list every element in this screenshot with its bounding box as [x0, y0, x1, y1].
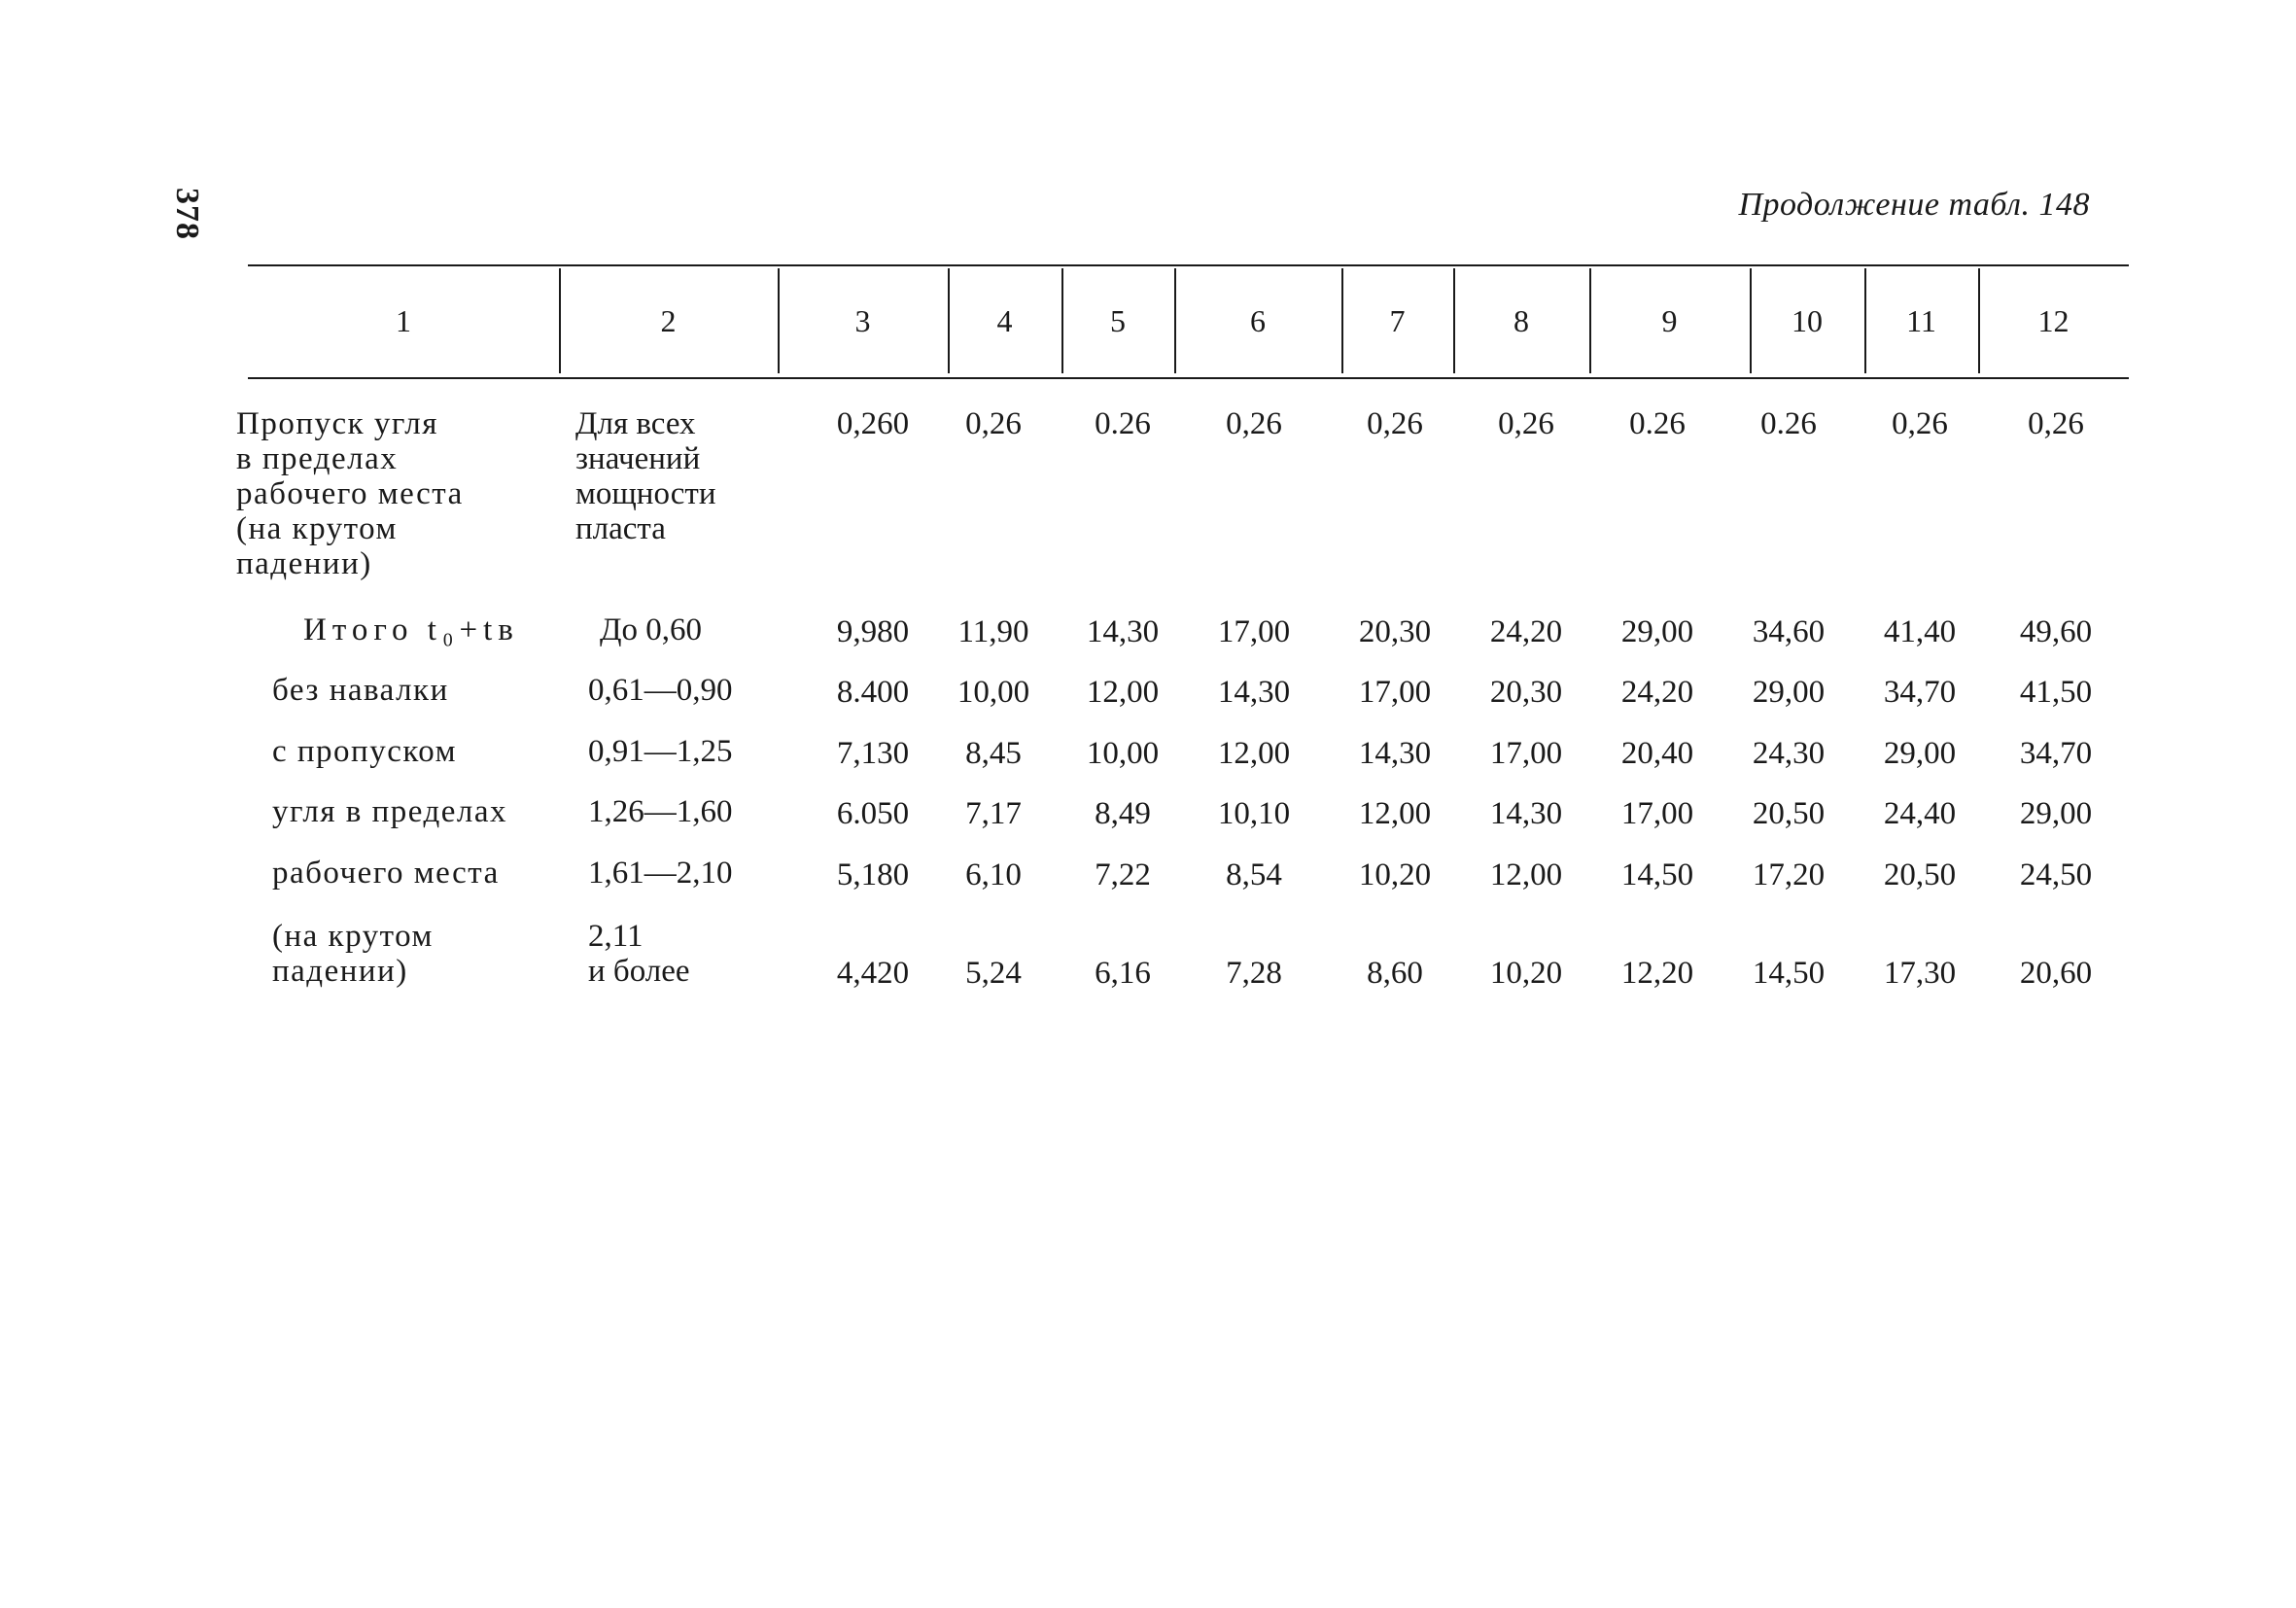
column-header-10: 10: [1792, 302, 1823, 338]
column-header-3: 3: [854, 302, 871, 338]
group-label-line: рабочего места: [272, 856, 500, 891]
value-cell: 7,130: [836, 736, 910, 771]
value-cell: 24,20: [1489, 614, 1563, 649]
value-cell: 34,60: [1752, 614, 1826, 649]
value-cell: 14,30: [1358, 736, 1432, 771]
table-header-rule: [248, 377, 2129, 379]
value-cell: 8,45: [965, 736, 1022, 771]
value-cell: 14,50: [1752, 956, 1826, 991]
value-cell: 8,49: [1095, 796, 1151, 831]
value-cell: 14,30: [1086, 614, 1160, 649]
column-divider: [1589, 268, 1591, 373]
value-cell: 0.26: [1095, 406, 1151, 441]
group-label-line: (на крутом падении): [272, 919, 434, 989]
value-cell: 12,00: [1217, 736, 1291, 771]
column-divider: [1174, 268, 1176, 373]
value-cell: 17,20: [1752, 857, 1826, 892]
value-cell: 29,00: [1752, 675, 1826, 710]
value-cell: 8,60: [1367, 956, 1423, 991]
value-cell: 10,00: [957, 675, 1030, 710]
value-cell: 6,10: [965, 857, 1022, 892]
column-divider: [1750, 268, 1752, 373]
value-cell: 0,26: [1498, 406, 1554, 441]
value-cell: 12,20: [1620, 956, 1694, 991]
value-cell: 17,00: [1620, 796, 1694, 831]
value-cell: 5,180: [836, 857, 910, 892]
value-cell: 12,00: [1086, 675, 1160, 710]
value-cell: 14,30: [1489, 796, 1563, 831]
column-header-1: 1: [396, 302, 411, 338]
value-cell: 0,26: [2028, 406, 2084, 441]
value-cell: 29,00: [2019, 796, 2093, 831]
value-cell: 12,00: [1489, 857, 1563, 892]
value-cell: 20,30: [1489, 675, 1563, 710]
value-cell: 20,50: [1883, 857, 1957, 892]
column-header-2: 2: [660, 302, 677, 338]
value-cell: 7,17: [965, 796, 1022, 831]
column-divider: [778, 268, 780, 373]
value-cell: 14,50: [1620, 857, 1694, 892]
value-cell: 9,980: [836, 614, 910, 649]
value-cell: 17,30: [1883, 956, 1957, 991]
row-label-coal-pass: Пропуск угля в пределах рабочего места (на крутом падении): [236, 406, 464, 581]
row-condition: 2,11 и более: [588, 919, 690, 989]
value-cell: 0,26: [1226, 406, 1282, 441]
table-caption: Продолжение табл. 148: [1738, 187, 2090, 223]
value-cell: 0,26: [965, 406, 1022, 441]
column-header-5: 5: [1110, 302, 1126, 338]
value-cell: 20,50: [1752, 796, 1826, 831]
value-cell: 11,90: [957, 614, 1029, 649]
page-number: 378: [169, 188, 205, 240]
value-cell: 0,26: [1892, 406, 1948, 441]
value-cell: 29,00: [1620, 614, 1694, 649]
value-cell: 12,00: [1358, 796, 1432, 831]
value-cell: 24,30: [1752, 736, 1826, 771]
group-label-line: угля в пределах: [272, 794, 508, 829]
value-cell: 24,20: [1620, 675, 1694, 710]
value-cell: 0.26: [1629, 406, 1686, 441]
row-condition: 1,61—2,10: [588, 856, 733, 891]
value-cell: 17,00: [1358, 675, 1432, 710]
value-cell: 20,30: [1358, 614, 1432, 649]
value-cell: 10,20: [1358, 857, 1432, 892]
column-divider: [1864, 268, 1866, 373]
value-cell: 34,70: [1883, 675, 1957, 710]
group-label-line: с пропуском: [272, 734, 457, 769]
value-cell: 41,40: [1883, 614, 1957, 649]
row-condition: 0,61—0,90: [588, 673, 733, 708]
value-cell: 34,70: [2019, 736, 2093, 771]
column-header-12: 12: [2037, 302, 2070, 338]
column-divider: [1341, 268, 1343, 373]
value-cell: 10,00: [1086, 736, 1160, 771]
column-divider: [1978, 268, 1980, 373]
row-condition-all-values: Для всех значений мощности пласта: [575, 406, 716, 546]
value-cell: 41,50: [2019, 675, 2093, 710]
value-cell: 20,60: [2019, 956, 2093, 991]
value-cell: 5,24: [965, 956, 1022, 991]
group-label-line: без навалки: [272, 673, 449, 708]
value-cell: 0,260: [836, 406, 910, 441]
column-header-6: 6: [1250, 302, 1266, 338]
value-cell: 8,54: [1226, 857, 1282, 892]
column-header-8: 8: [1513, 302, 1529, 338]
column-header-4: 4: [996, 302, 1013, 338]
value-cell: 4,420: [836, 956, 910, 991]
row-condition: До 0,60: [600, 612, 703, 647]
column-header-9: 9: [1661, 302, 1678, 338]
value-cell: 24,50: [2019, 857, 2093, 892]
row-condition: 0,91—1,25: [588, 734, 733, 769]
value-cell: 0,26: [1367, 406, 1423, 441]
value-cell: 8.400: [836, 675, 910, 710]
value-cell: 10,20: [1489, 956, 1563, 991]
column-divider: [559, 268, 561, 373]
column-divider: [948, 268, 950, 373]
column-header-11: 11: [1906, 302, 1936, 338]
column-divider: [1061, 268, 1063, 373]
value-cell: 0.26: [1760, 406, 1817, 441]
value-cell: 7,28: [1226, 956, 1282, 991]
value-cell: 20,40: [1620, 736, 1694, 771]
value-cell: 17,00: [1489, 736, 1563, 771]
value-cell: 7,22: [1095, 857, 1151, 892]
value-cell: 10,10: [1217, 796, 1291, 831]
row-condition: 1,26—1,60: [588, 794, 733, 829]
value-cell: 49,60: [2019, 614, 2093, 649]
column-divider: [1453, 268, 1455, 373]
group-label-line: Итого t₀+tв: [303, 612, 519, 647]
value-cell: 29,00: [1883, 736, 1957, 771]
value-cell: 24,40: [1883, 796, 1957, 831]
value-cell: 17,00: [1217, 614, 1291, 649]
value-cell: 6.050: [836, 796, 910, 831]
value-cell: 6,16: [1095, 956, 1151, 991]
value-cell: 14,30: [1217, 675, 1291, 710]
column-header-7: 7: [1389, 302, 1406, 338]
